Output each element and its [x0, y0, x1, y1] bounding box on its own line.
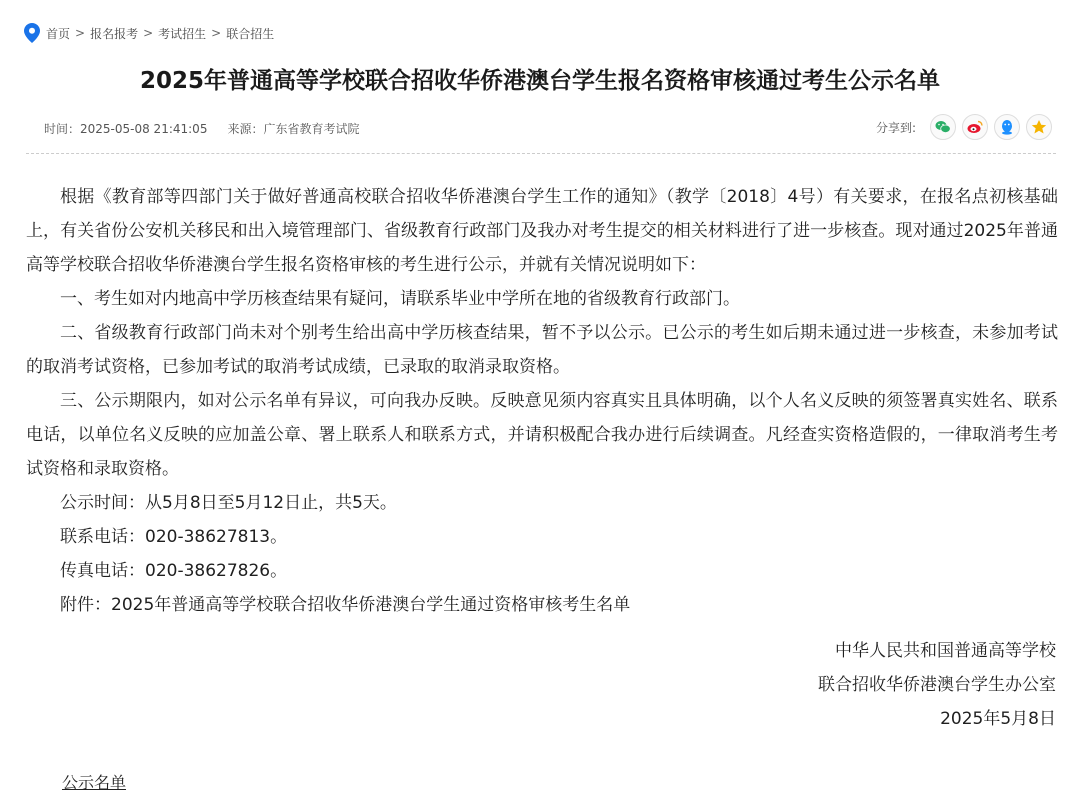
breadcrumb-home[interactable]: 首页: [46, 26, 71, 41]
header-divider: [26, 153, 1056, 154]
wechat-icon[interactable]: [930, 114, 956, 140]
fax-number: 传真电话：020-38627826。: [60, 561, 288, 581]
breadcrumb-registration[interactable]: 报名报考: [90, 26, 139, 41]
page-title: 2025年普通高等学校联合招收华侨港澳台学生报名资格审核通过考生公示名单: [139, 68, 940, 94]
weibo-icon[interactable]: [962, 114, 988, 140]
share-bar: [876, 114, 1052, 140]
publicity-period: 公示时间：从5月8日至5月12日止，共5天。: [60, 493, 397, 513]
attachment-note: 附件：2025年普通高等学校联合招收华侨港澳台学生通过资格审核考生名单: [60, 595, 631, 615]
signature-org-line2: 联合招收华侨港澳台学生办公室: [818, 675, 1056, 695]
breadcrumb-admissions[interactable]: 考试招生: [158, 26, 207, 41]
article-body: [26, 180, 1058, 622]
breadcrumb-joint-admissions[interactable]: 联合招生: [226, 26, 275, 41]
body-paragraph: 二、省级教育行政部门尚未对个别考生给出高中学历核查结果，暂不予以公示。已公示的考生如后期未通过进一步核查，未参加考试的取消考试资格，已参加考试的取消考试成绩，已录取的取消录取资格。: [26, 323, 1058, 377]
breadcrumb-separator: >: [75, 26, 86, 40]
body-paragraph: 三、公示期限内，如对公示名单有异议，可向我办反映。反映意见须内容真实且具体明确，以个人名义反映的须签署真实姓名、联系电话，以单位名义反映的应加盖公章、署上联系人和联系方式，并请积极配合我办进行后续调查。凡经查实资格造假的，一律取消考生考试资格和录取资格。: [26, 391, 1058, 479]
breadcrumb: [24, 22, 274, 44]
body-paragraph: 一、考生如对内地高中学历核查结果有疑问，请联系毕业中学所在地的省级教育行政部门。: [60, 289, 740, 309]
publish-time: 时间：2025-05-08 21:41:05: [44, 122, 208, 136]
signature-org-line1: 中华人民共和国普通高等学校: [835, 641, 1056, 661]
body-paragraph: 根据《教育部等四部门关于做好普通高校联合招收华侨港澳台学生工作的通知》（教学〔2018〕4号）有关要求，在报名点初核基础上，有关省份公安机关移民和出入境管理部门、省级教育行政部门及我办对考生提交的相关材料进行了进一步核查。现对通过2025年普通高等学校联合招收华侨港澳台学生报名资格审核的考生进行公示，并就有关情况说明如下：: [26, 187, 1058, 275]
signature-block: [818, 634, 1056, 736]
qq-icon[interactable]: [994, 114, 1020, 140]
breadcrumb-separator: >: [211, 26, 222, 40]
attachment-link[interactable]: 公示名单: [62, 773, 127, 792]
article-meta: [44, 120, 359, 137]
contact-phone: 联系电话：020-38627813。: [60, 527, 288, 547]
breadcrumb-separator: >: [143, 26, 154, 40]
qzone-icon[interactable]: [1026, 114, 1052, 140]
share-label: 分享到:: [875, 120, 916, 135]
article-source: 来源：广东省教育考试院: [227, 122, 360, 136]
location-pin-icon: [24, 23, 40, 43]
signature-date: 2025年5月8日: [940, 709, 1056, 729]
